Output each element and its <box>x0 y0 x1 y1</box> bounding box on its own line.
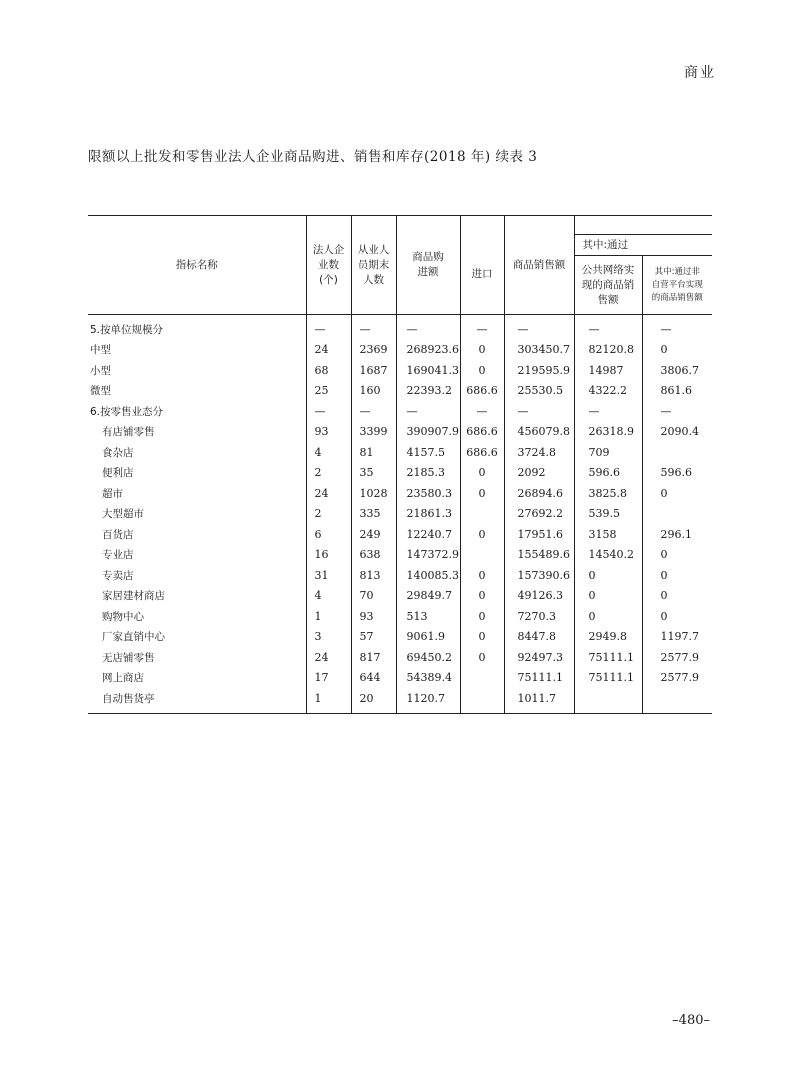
row-label: 5.按单位规模分 <box>88 315 306 340</box>
table-cell: 0 <box>460 340 504 361</box>
table-cell: 7270.3 <box>517 609 556 623</box>
table-row <box>88 463 712 484</box>
row-label: 厂家直销中心 <box>88 627 306 648</box>
table-cell: 686.6 <box>460 381 504 402</box>
table-cell: 813 <box>351 565 396 586</box>
table-cell: 0 <box>642 483 712 504</box>
table-row <box>88 688 712 713</box>
row-label: 6.按零售业态分 <box>88 401 306 422</box>
table-cell: 0 <box>574 565 642 586</box>
table-cell: — <box>306 315 351 340</box>
header-employees <box>351 216 396 315</box>
table-cell: 0 <box>642 586 712 607</box>
table-cell: 4322.2 <box>574 381 642 402</box>
table-cell: 20 <box>351 688 396 713</box>
row-label: 中型 <box>88 340 306 361</box>
table-row <box>88 442 712 463</box>
table-cell: 1 <box>306 606 351 627</box>
table-cell: 25530.5 <box>517 384 563 398</box>
header-employees-line-3: 人数 <box>363 273 384 286</box>
table-cell: — <box>517 322 529 336</box>
table-cell: 26318.9 <box>574 422 642 443</box>
table-cell: — <box>574 315 642 340</box>
table-cell: — <box>460 401 504 422</box>
table-cell: 2369 <box>351 340 396 361</box>
table-cell: 861.6 <box>642 381 712 402</box>
table-cell: 75111.1 <box>574 668 642 689</box>
table-cell: 93 <box>351 606 396 627</box>
table-row <box>88 483 712 504</box>
row-label: 无店铺零售 <box>88 647 306 668</box>
table-cell: 54389.4 <box>406 671 452 685</box>
table-cell: 26894.6 <box>517 486 563 500</box>
table-cell: 23580.3 <box>406 486 452 500</box>
header-public-network-line-3: 售额 <box>597 293 619 306</box>
table-row <box>88 524 712 545</box>
table-cell <box>460 668 504 689</box>
table-cell: 3 <box>306 627 351 648</box>
header-non-self-platform-line-2: 自营平台实现 <box>651 279 703 290</box>
table-cell: 686.6 <box>460 442 504 463</box>
table-cell <box>460 504 504 525</box>
table-cell: 0 <box>460 463 504 484</box>
table-row <box>88 545 712 566</box>
table-cell: 12240.7 <box>406 527 452 541</box>
table-cell: 14987 <box>574 360 642 381</box>
header-imports: 进口 <box>460 235 504 315</box>
header-non-self-platform <box>642 256 712 315</box>
table-cell: 160 <box>351 381 396 402</box>
table-cell: 81 <box>351 442 396 463</box>
header-sales: 商品销售额 <box>504 216 574 315</box>
header-non-self-platform-line-1: 其中:通过非 <box>654 266 700 277</box>
table-row <box>88 422 712 443</box>
table-row <box>88 381 712 402</box>
table-cell <box>460 545 504 566</box>
table-cell: 82120.8 <box>574 340 642 361</box>
table-cell: 0 <box>642 565 712 586</box>
table-cell <box>574 688 642 713</box>
table-cell: 390907.9 <box>406 425 459 439</box>
table-cell: 644 <box>351 668 396 689</box>
table-cell: 686.6 <box>460 422 504 443</box>
table-cell: 3399 <box>351 422 396 443</box>
table-cell: 93 <box>306 422 351 443</box>
table-cell: 0 <box>460 483 504 504</box>
table-cell: 14540.2 <box>574 545 642 566</box>
row-label: 大型超市 <box>88 504 306 525</box>
table-cell: — <box>460 315 504 340</box>
table-title: 限额以上批发和零售业法人企业商品购进、销售和库存(2018 年) 续表 3 <box>88 149 538 165</box>
row-label: 专卖店 <box>88 565 306 586</box>
row-label: 网上商店 <box>88 668 306 689</box>
table-cell: 169041.3 <box>406 363 459 377</box>
table-cell: 6 <box>306 524 351 545</box>
header-public-network-line-1: 公共网络实 <box>581 263 635 276</box>
row-label: 微型 <box>88 381 306 402</box>
table-cell: 27692.2 <box>517 507 563 521</box>
table-cell: 4 <box>306 442 351 463</box>
table-cell: 75111.1 <box>574 647 642 668</box>
table-cell: 0 <box>460 586 504 607</box>
table-cell: 75111.1 <box>517 671 563 685</box>
section-header: 商业 <box>684 65 716 81</box>
table-row <box>88 647 712 668</box>
table-cell: 0 <box>642 340 712 361</box>
table-cell: 3825.8 <box>574 483 642 504</box>
table-cell: — <box>642 401 712 422</box>
table-cell: 709 <box>574 442 642 463</box>
table-cell: 25 <box>306 381 351 402</box>
header-non-self-platform-line-3: 的商品销售额 <box>651 292 703 303</box>
table-cell: 1 <box>306 688 351 713</box>
table-cell: 4 <box>306 586 351 607</box>
table-cell: 303450.7 <box>517 343 570 357</box>
table-cell: 513 <box>406 609 428 623</box>
table-cell: 24 <box>306 647 351 668</box>
table-cell: 22393.2 <box>406 384 452 398</box>
table-cell: 31 <box>306 565 351 586</box>
row-label: 小型 <box>88 360 306 381</box>
table-cell: 0 <box>574 606 642 627</box>
table-cell: 8447.8 <box>517 630 556 644</box>
header-employees-line-1: 从业人 <box>357 243 390 256</box>
header-indicator: 指标名称 <box>88 216 306 315</box>
table-cell: 0 <box>642 545 712 566</box>
table-cell: 2 <box>306 504 351 525</box>
table-cell: 155489.6 <box>517 548 570 562</box>
table-cell: — <box>351 315 396 340</box>
row-label: 家居建材商店 <box>88 586 306 607</box>
table-row <box>88 340 712 361</box>
header-public-network <box>574 256 642 315</box>
table-cell <box>642 688 712 713</box>
table-cell: — <box>406 322 418 336</box>
table-cell: — <box>306 401 351 422</box>
table-cell: 157390.6 <box>517 568 570 582</box>
table-row <box>88 315 712 340</box>
row-label: 购物中心 <box>88 606 306 627</box>
page-number: –480– <box>672 1013 710 1028</box>
header-enterprises-line-3: (个) <box>319 273 338 286</box>
table-cell: 1197.7 <box>642 627 712 648</box>
table-cell: 817 <box>351 647 396 668</box>
table-cell: 2185.3 <box>406 466 445 480</box>
row-label: 食杂店 <box>88 442 306 463</box>
table-cell: 68 <box>306 360 351 381</box>
table-cell: 0 <box>642 606 712 627</box>
table-cell: 0 <box>460 647 504 668</box>
header-enterprises-line-1: 法人企 <box>312 243 345 256</box>
table-cell: 3724.8 <box>517 445 556 459</box>
table-row <box>88 606 712 627</box>
row-label: 有店铺零售 <box>88 422 306 443</box>
header-purchases-line-1: 商品购 <box>412 251 444 263</box>
table-cell: 140085.3 <box>406 568 459 582</box>
table-row <box>88 565 712 586</box>
table-cell: 296.1 <box>642 524 712 545</box>
table-cell: — <box>574 401 642 422</box>
table-cell: 16 <box>306 545 351 566</box>
header-enterprises <box>306 216 351 315</box>
table-cell: 1028 <box>351 483 396 504</box>
table-cell: 9061.9 <box>406 630 445 644</box>
table-cell: 1011.7 <box>504 688 574 713</box>
table-cell: 638 <box>351 545 396 566</box>
table-cell: 2092 <box>517 466 546 480</box>
row-label: 便利店 <box>88 463 306 484</box>
row-label: 自动售货亭 <box>88 688 306 713</box>
table-cell: 29849.7 <box>406 589 452 603</box>
table-row <box>88 360 712 381</box>
table-cell: 456079.8 <box>517 425 570 439</box>
table-cell: 57 <box>351 627 396 648</box>
table-cell: 4157.5 <box>406 445 445 459</box>
table-cell: 2577.9 <box>642 668 712 689</box>
table-cell: 70 <box>351 586 396 607</box>
header-enterprises-line-2: 业数 <box>318 258 339 271</box>
table-cell: 2949.8 <box>574 627 642 648</box>
table-cell: 0 <box>460 565 504 586</box>
table-cell: 147372.9 <box>406 548 459 562</box>
table-cell: 92497.3 <box>517 650 563 664</box>
table-cell: 0 <box>460 524 504 545</box>
row-label: 百货店 <box>88 524 306 545</box>
table-cell: 539.5 <box>574 504 642 525</box>
header-imports-spacer <box>460 216 504 235</box>
table-cell: — <box>351 401 396 422</box>
header-employees-line-2: 员期末 <box>357 258 390 271</box>
table-row <box>88 401 712 422</box>
table-cell: 24 <box>306 483 351 504</box>
table-cell: 219595.9 <box>517 363 570 377</box>
table-cell: 21861.3 <box>406 507 452 521</box>
table-cell: 335 <box>351 504 396 525</box>
table-cell <box>460 688 504 713</box>
table-cell: 2577.9 <box>642 647 712 668</box>
table-cell: 69450.2 <box>406 650 452 664</box>
row-label: 专业店 <box>88 545 306 566</box>
table-row <box>88 586 712 607</box>
table-cell <box>642 442 712 463</box>
table-cell: 3158 <box>574 524 642 545</box>
table-cell: 249 <box>351 524 396 545</box>
table-cell: 0 <box>460 627 504 648</box>
header-purchases <box>396 216 460 315</box>
table-cell: — <box>642 315 712 340</box>
table-cell: — <box>406 404 418 418</box>
table-cell: 1120.7 <box>396 688 460 713</box>
table-cell: — <box>517 404 529 418</box>
table-cell: 17951.6 <box>517 527 563 541</box>
table-cell: 2 <box>306 463 351 484</box>
statistics-table <box>88 215 712 714</box>
table-cell: 1687 <box>351 360 396 381</box>
header-of-which: 其中:通过 <box>574 235 712 256</box>
header-purchases-line-2: 进额 <box>417 266 439 278</box>
table-row <box>88 627 712 648</box>
table-cell: 2090.4 <box>642 422 712 443</box>
table-body <box>88 315 712 714</box>
table-row <box>88 668 712 689</box>
table-cell: 596.6 <box>574 463 642 484</box>
table-row <box>88 504 712 525</box>
table-cell: 596.6 <box>642 463 712 484</box>
table-cell: 49126.3 <box>517 589 563 603</box>
table-cell: 0 <box>460 360 504 381</box>
row-label: 超市 <box>88 483 306 504</box>
table-cell: 0 <box>460 606 504 627</box>
table-cell <box>642 504 712 525</box>
header-public-network-line-2: 现的商品销 <box>581 278 635 291</box>
table-cell: 0 <box>574 586 642 607</box>
header-blank-top <box>574 216 712 235</box>
table-cell: 268923.6 <box>406 343 459 357</box>
table-cell: 3806.7 <box>642 360 712 381</box>
table-cell: 17 <box>306 668 351 689</box>
table-cell: 35 <box>351 463 396 484</box>
table-cell: 24 <box>306 340 351 361</box>
